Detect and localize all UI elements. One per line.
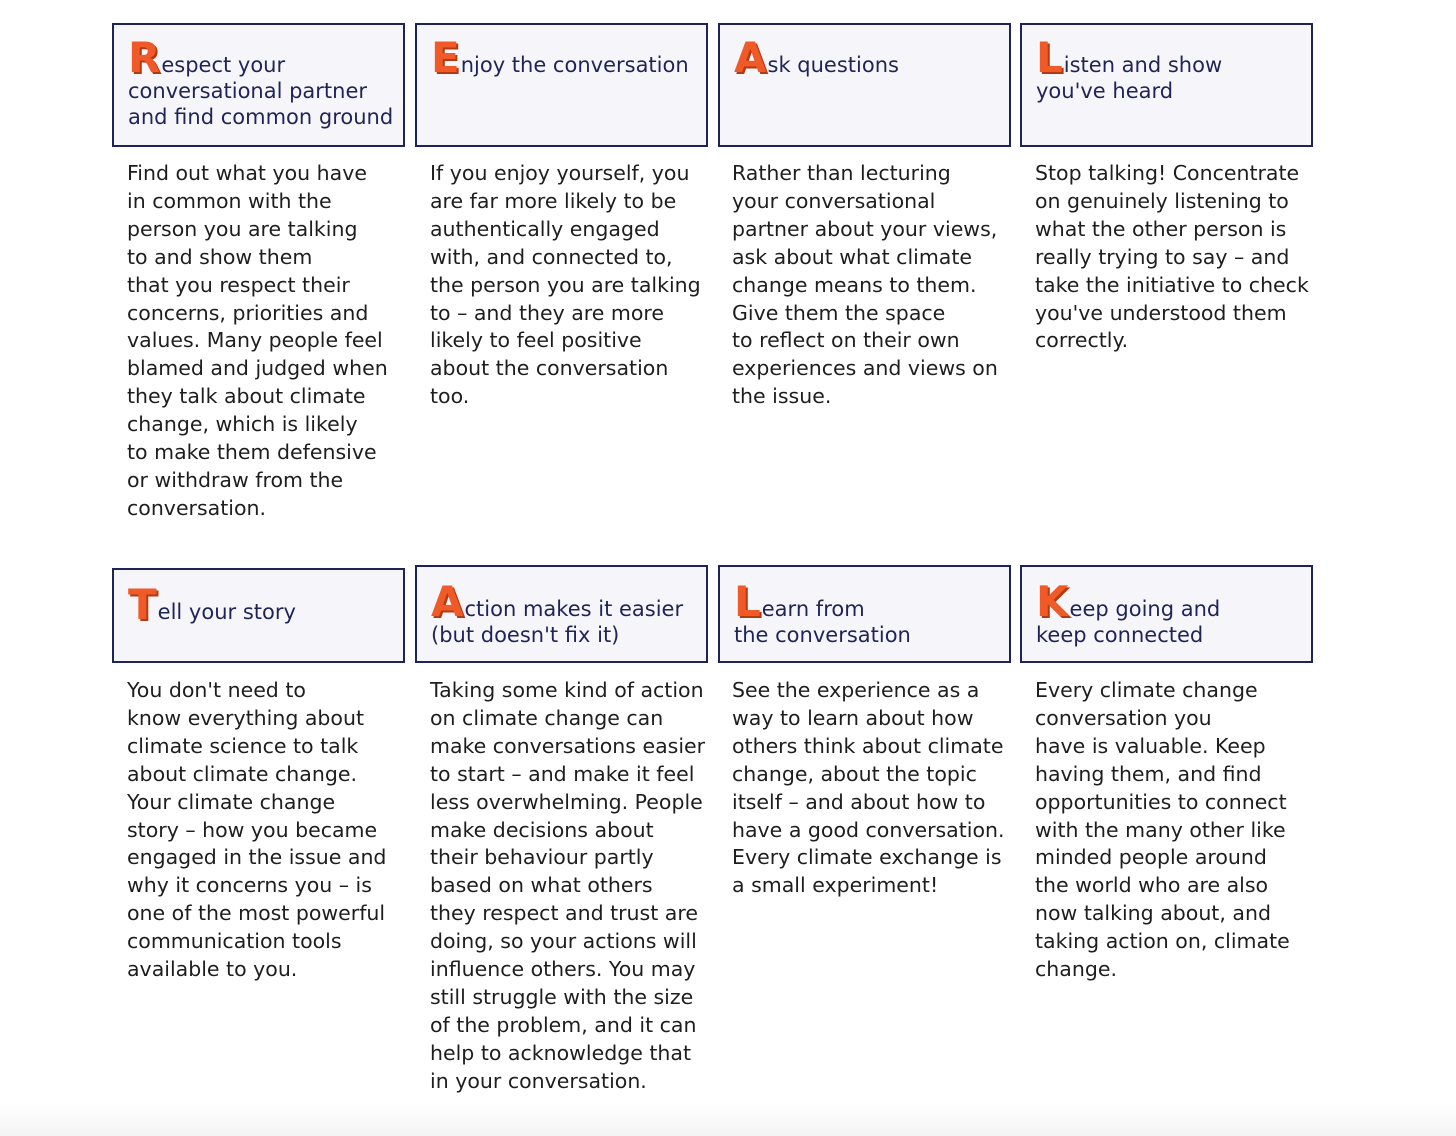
- body-line: Give them the space: [732, 300, 946, 325]
- body-line: a small experiment!: [732, 873, 939, 898]
- body-line: Rather than lecturing: [732, 161, 951, 185]
- card-header-tell: [112, 568, 405, 663]
- body-line: why it concerns you – is: [127, 873, 372, 898]
- body-line: about climate change.: [127, 761, 357, 786]
- card-body-enjoy: [430, 160, 701, 411]
- body-line: about the conversation: [430, 356, 669, 381]
- body-line: to make them defensive: [127, 440, 377, 465]
- body-line: still struggle with the size: [430, 984, 694, 1009]
- card-initial-a: A: [734, 33, 767, 82]
- body-line: really trying to say – and: [1035, 244, 1290, 269]
- body-line: partner about your views,: [732, 216, 998, 241]
- body-line: make conversations easier: [430, 733, 706, 758]
- body-line: they respect and trust are: [430, 901, 698, 926]
- card-header-enjoy: [415, 23, 708, 147]
- card-heading-text: espect your conversational partner and find common ground: [128, 53, 394, 129]
- body-line: your conversational: [732, 188, 936, 213]
- card-body-learn: [732, 677, 1005, 900]
- card-heading-learn: [734, 577, 911, 648]
- card-body-listen: [1035, 160, 1309, 355]
- body-line: opportunities to connect: [1035, 789, 1287, 814]
- body-line: make decisions about: [430, 817, 654, 842]
- body-line: have is valuable. Keep: [1035, 733, 1266, 758]
- body-line: doing, so your actions will: [430, 929, 697, 954]
- body-line: with, and connected to,: [430, 244, 673, 269]
- body-line: influence others. You may: [430, 957, 696, 982]
- body-line: change, about the topic: [732, 761, 977, 786]
- body-line: on genuinely listening to: [1035, 188, 1289, 213]
- body-line: with the many other like: [1035, 817, 1286, 842]
- body-line: You don't need to: [127, 678, 306, 702]
- body-line: the issue.: [732, 384, 832, 409]
- card-initial-a: A: [431, 577, 464, 626]
- card-header-learn: [718, 565, 1011, 663]
- body-line: Find out what you have: [127, 161, 367, 185]
- body-line: based on what others: [430, 873, 653, 898]
- body-line: too.: [430, 384, 470, 409]
- card-initial-l: L: [1036, 33, 1063, 82]
- body-line: engaged in the issue and: [127, 845, 387, 870]
- body-line: in your conversation.: [430, 1068, 647, 1093]
- card-heading-text: ell your story: [157, 600, 296, 624]
- card-heading-ask: [734, 33, 899, 82]
- body-line: taking action on, climate: [1035, 929, 1290, 954]
- body-line: person you are talking: [127, 216, 358, 241]
- body-line: of the problem, and it can: [430, 1012, 697, 1037]
- body-line: less overwhelming. People: [430, 789, 703, 814]
- body-line: Taking some kind of action: [430, 678, 704, 702]
- body-line: story – how you became: [127, 817, 378, 842]
- card-header-keep: [1020, 565, 1313, 663]
- body-line: have a good conversation.: [732, 817, 1005, 842]
- body-line: the world who are also: [1035, 873, 1269, 898]
- card-initial-k: K: [1036, 577, 1069, 626]
- body-line: communication tools: [127, 929, 342, 954]
- body-line: are far more likely to be: [430, 188, 677, 213]
- body-line: values. Many people feel: [127, 328, 383, 353]
- body-line: know everything about: [127, 705, 365, 730]
- body-line: on climate change can: [430, 705, 664, 730]
- body-line: they talk about climate: [127, 384, 366, 409]
- body-line: take the initiative to check: [1035, 272, 1309, 297]
- body-line: way to learn about how: [732, 705, 974, 730]
- body-line: Every climate change: [1035, 678, 1258, 702]
- body-line: If you enjoy yourself, you: [430, 161, 690, 185]
- body-line: others think about climate: [732, 733, 1004, 758]
- body-line: change, which is likely: [127, 412, 358, 437]
- body-line: Every climate exchange is: [732, 845, 1002, 870]
- card-heading-listen: [1036, 33, 1223, 104]
- body-line: their behaviour partly: [430, 845, 654, 870]
- card-heading-tell: [128, 580, 296, 629]
- body-line: itself – and about how to: [732, 789, 986, 814]
- card-body-ask: [732, 160, 998, 411]
- body-line: what the other person is: [1035, 216, 1287, 241]
- body-line: one of the most powerful: [127, 901, 386, 926]
- card-heading-action: [431, 577, 684, 648]
- card-initial-e: E: [431, 33, 460, 82]
- body-line: likely to feel positive: [430, 328, 642, 353]
- card-header-listen: [1020, 23, 1313, 147]
- body-line: concerns, priorities and: [127, 300, 369, 325]
- body-line: to and show them: [127, 244, 313, 269]
- card-body-respect: [127, 160, 388, 523]
- card-header-respect: [112, 23, 405, 147]
- body-line: change means to them.: [732, 272, 977, 297]
- card-heading-text: earn from the conversation: [734, 597, 911, 647]
- body-line: conversation.: [127, 495, 267, 520]
- card-body-tell: [127, 677, 386, 984]
- card-heading-text: sk questions: [767, 53, 899, 77]
- body-line: or withdraw from the: [127, 467, 344, 492]
- body-line: now talking about, and: [1035, 901, 1271, 926]
- body-line: Your climate change: [127, 789, 336, 814]
- card-header-action: [415, 565, 708, 663]
- body-line: available to you.: [127, 957, 298, 982]
- body-line: See the experience as a: [732, 678, 980, 702]
- card-heading-text: njoy the conversation: [460, 53, 689, 77]
- card-heading-enjoy: [431, 33, 689, 82]
- body-line: authentically engaged: [430, 216, 660, 241]
- body-line: to start – and make it feel: [430, 761, 695, 786]
- body-line: help to acknowledge that: [430, 1040, 692, 1065]
- card-body-keep: [1035, 677, 1290, 984]
- body-line: the person you are talking: [430, 272, 701, 297]
- body-line: to – and they are more: [430, 300, 665, 325]
- body-line: that you respect their: [127, 272, 350, 297]
- body-line: having them, and find: [1035, 761, 1262, 786]
- card-heading-text: eep going and keep connected: [1036, 597, 1221, 647]
- body-line: in common with the: [127, 188, 332, 213]
- body-line: Stop talking! Concentrate: [1035, 161, 1300, 185]
- body-line: conversation you: [1035, 705, 1212, 730]
- card-heading-text: isten and show you've heard: [1036, 53, 1223, 103]
- card-header-ask: [718, 23, 1011, 147]
- body-line: experiences and views on: [732, 356, 998, 381]
- card-heading-keep: [1036, 577, 1221, 648]
- card-heading-respect: [128, 33, 394, 130]
- body-line: to reflect on their own: [732, 328, 960, 353]
- body-line: you've understood them: [1035, 300, 1287, 325]
- body-line: change.: [1035, 957, 1117, 982]
- body-line: correctly.: [1035, 328, 1129, 353]
- card-initial-r: R: [128, 33, 161, 82]
- card-initial-t: T: [128, 580, 157, 629]
- body-line: climate science to talk: [127, 733, 359, 758]
- body-line: ask about what climate: [732, 244, 973, 269]
- body-line: minded people around: [1035, 845, 1267, 870]
- card-heading-text: ction makes it easier (but doesn't fix it): [431, 597, 684, 647]
- card-body-action: [430, 677, 705, 1096]
- body-line: blamed and judged when: [127, 356, 388, 381]
- card-initial-l: L: [734, 577, 761, 626]
- page-bottom-shade: [0, 1102, 1456, 1136]
